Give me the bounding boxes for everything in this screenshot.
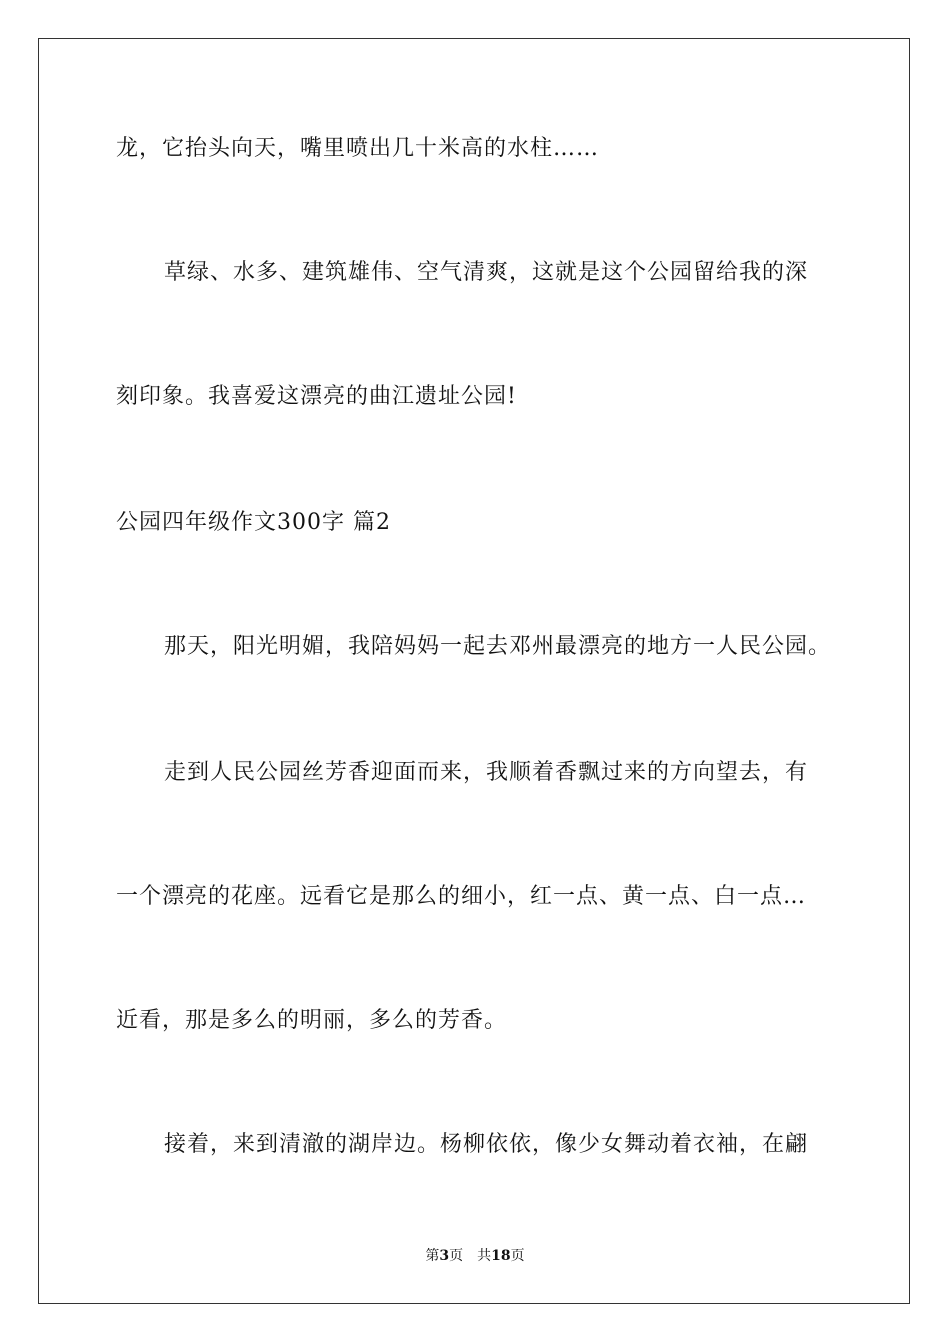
- paragraph-line: 一个漂亮的花座。远看它是那么的细小，红一点、黄一点、白一点…: [116, 884, 807, 909]
- page-footer: [0, 1246, 950, 1266]
- paragraph-line: 刻印象。我喜爱这漂亮的曲江遗址公园!: [116, 384, 517, 409]
- footer-total-prefix: 共: [477, 1248, 492, 1264]
- paragraph-line: 龙，它抬头向天，嘴里喷出几十米高的水柱……: [116, 136, 600, 161]
- paragraph-line: 接着，来到清澈的湖岸边。杨柳依依，像少女舞动着衣袖，在翩: [164, 1132, 809, 1157]
- page-border: [38, 38, 910, 1304]
- footer-page-number: 3: [439, 1248, 450, 1264]
- footer-page-suffix: 页: [449, 1248, 464, 1264]
- section-heading: 公园四年级作文300字 篇2: [116, 510, 391, 535]
- paragraph-line: 走到人民公园丝芳香迎面而来，我顺着香飘过来的方向望去，有: [164, 760, 809, 785]
- paragraph-line: 近看，那是多么的明丽，多么的芳香。: [116, 1008, 508, 1033]
- footer-page-prefix: 第: [425, 1248, 440, 1264]
- footer-total-suffix: 页: [510, 1248, 525, 1264]
- footer-total-pages: 18: [491, 1248, 511, 1264]
- paragraph-line: 那天，阳光明媚，我陪妈妈一起去邓州最漂亮的地方一人民公园。: [164, 634, 832, 659]
- paragraph-line: 草绿、水多、建筑雄伟、空气清爽，这就是这个公园留给我的深: [164, 260, 809, 285]
